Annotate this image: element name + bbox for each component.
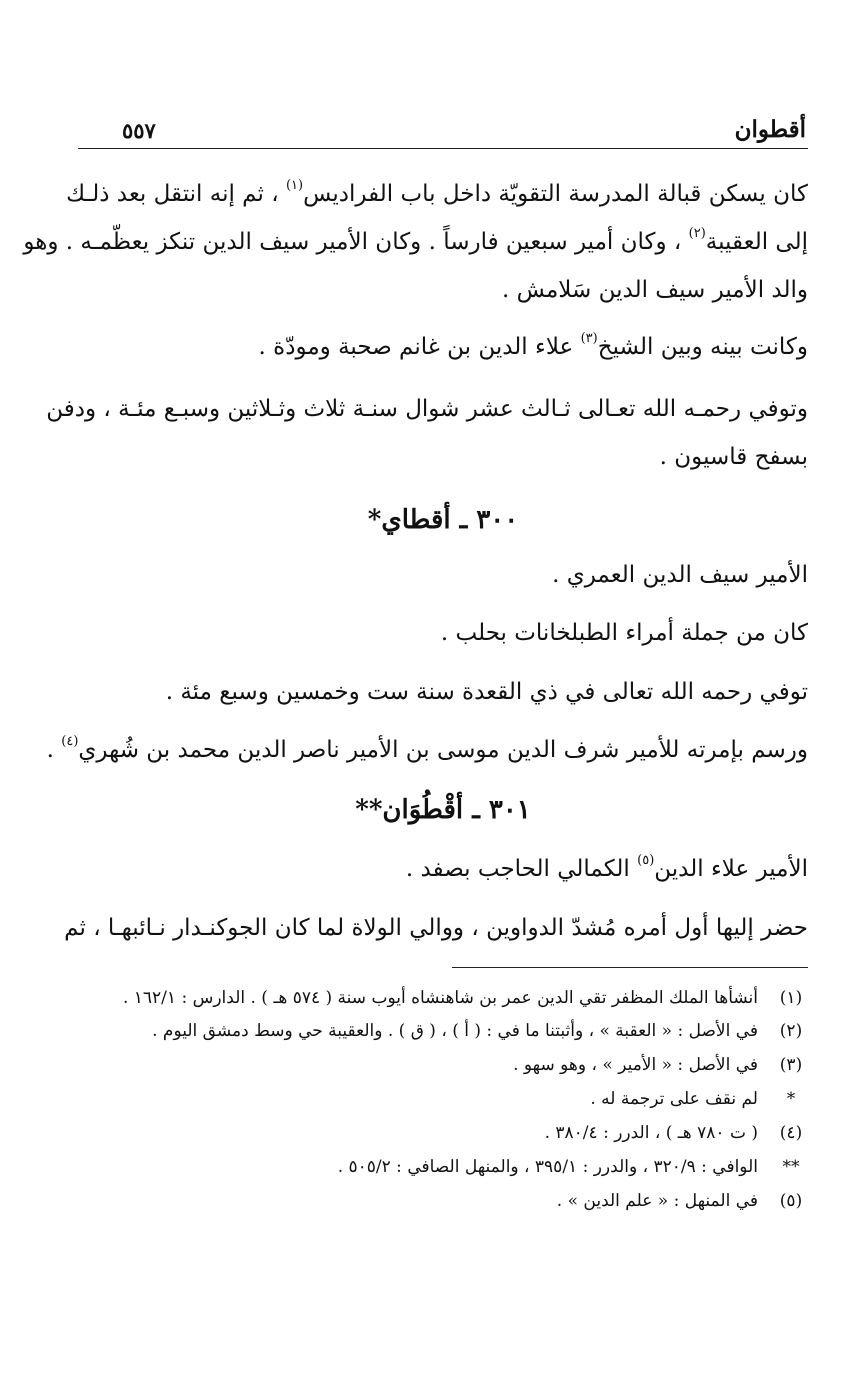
entry-300-line-2	[78, 617, 808, 649]
footnote-text: في المنهل : « علم الدين » .	[556, 1191, 758, 1211]
footnote-ref-5: (٥)	[637, 853, 655, 868]
paragraph-2-line-1	[78, 331, 808, 363]
text-run: توفي رحمه الله تعالى في ذي القعدة سنة ست وخمسين وسبع مئة .	[165, 679, 808, 705]
text-run: وكانت بينه وبين الشيخ	[597, 334, 808, 360]
footnote-ref-4: (٤)	[61, 734, 79, 749]
text-run: كان من جملة أمراء الطبلخانات بحلب .	[440, 620, 808, 646]
footnote-text: لم نقف على ترجمة له .	[590, 1089, 758, 1109]
footnote-text: الوافي : ٣٢٠/٩ ، والدرر : ٣٩٥/١ ، والمنهل الصافي : ٥٠٥/٢ .	[337, 1157, 758, 1177]
text-run: والد الأمير سيف الدين سَلامش .	[502, 277, 808, 303]
footnote-ref-1: (١)	[285, 178, 304, 193]
entry-300-heading: ٣٠٠ ـ أقطاي*	[367, 505, 519, 535]
text-run: ، وكان أمير سبعين فارساً . وكان الأمير سيف الدين تنكز يعظّمـه . وهو	[23, 229, 682, 255]
footnote-text: في الأصل : « العقبة » ، وأثبتنا ما في : ( أ ) ، ( ق ) . والعقيبة حي وسط دمشق اليوم .	[152, 1021, 758, 1041]
footnote-mark: **	[782, 1157, 800, 1177]
footnote-mark: (٢)	[779, 1021, 803, 1041]
footnote-mark: (٥)	[779, 1191, 803, 1211]
entry-301-heading: ٣٠١ ـ أقْطُوَان**	[355, 795, 531, 825]
running-header	[78, 112, 808, 149]
text-run: الأمير علاء الدين	[654, 856, 808, 882]
footnote-text: أنشأها الملك المظفر تقي الدين عمر بن شاهنشاه أيوب سنة ( ٥٧٤ هـ ) . الدارس : ١٦٢/١ .	[122, 988, 758, 1008]
paragraph-3-line-1	[46, 393, 808, 425]
footnote-ref-2: (٢)	[688, 226, 706, 241]
text-run: الأمير سيف الدين العمري .	[552, 562, 808, 588]
paragraph-3-line-2	[78, 441, 808, 473]
book-page	[23, 0, 808, 1381]
entry-301-line-1	[78, 853, 808, 885]
page-number: ٥٥٧	[122, 118, 156, 143]
running-title: أقطوان	[734, 116, 806, 143]
paragraph-1-line-1	[66, 178, 808, 210]
text-run: الكمالي الحاجب بصفد .	[405, 856, 630, 882]
text-run: علاء الدين بن غانم صحبة ومودّة .	[258, 334, 574, 360]
entry-300-line-4	[46, 734, 808, 766]
text-run: ورسم بإمرته للأمير شرف الدين موسى بن الأمير ناصر الدين محمد بن شُهري	[78, 737, 808, 763]
paragraph-1-line-2	[23, 226, 808, 258]
footnote-mark: (١)	[779, 988, 803, 1008]
entry-301-line-2	[64, 912, 808, 944]
text-run: كان يسكن قبالة المدرسة التقويّة داخل باب الفراديس	[303, 181, 808, 207]
text-run: وتوفي رحمـه الله تعـالى ثـالث عشر شوال سنـة ثلاث وثـلاثين وسبـع مئـة ، ودفن	[46, 396, 808, 422]
entry-300-line-1	[78, 559, 808, 591]
entry-300-line-3	[78, 676, 808, 708]
footnote-text: ( ت ٧٨٠ هـ ) ، الدرر : ٣٨٠/٤ .	[544, 1123, 758, 1143]
footnote-text: في الأصل : « الأمير » ، وهو سهو .	[513, 1055, 758, 1075]
text-run: إلى العقيبة	[705, 229, 808, 255]
text-run: .	[46, 737, 54, 763]
footnote-mark: (٣)	[779, 1055, 803, 1075]
text-run: ، ثم إنه انتقل بعد ذلـك	[66, 181, 279, 207]
footnote-separator	[452, 967, 808, 968]
text-run: بسفح قاسيون .	[659, 444, 808, 470]
text-run: حضر إليها أول أمره مُشدّ الدواوين ، ووالي الولاة لما كان الجوكنـدار نـائبهـا ، ثم	[64, 915, 808, 941]
footnote-mark: (٤)	[779, 1123, 803, 1143]
paragraph-1-line-3	[78, 274, 808, 306]
footnote-ref-3: (٣)	[580, 331, 598, 346]
footnote-mark: *	[786, 1089, 796, 1109]
